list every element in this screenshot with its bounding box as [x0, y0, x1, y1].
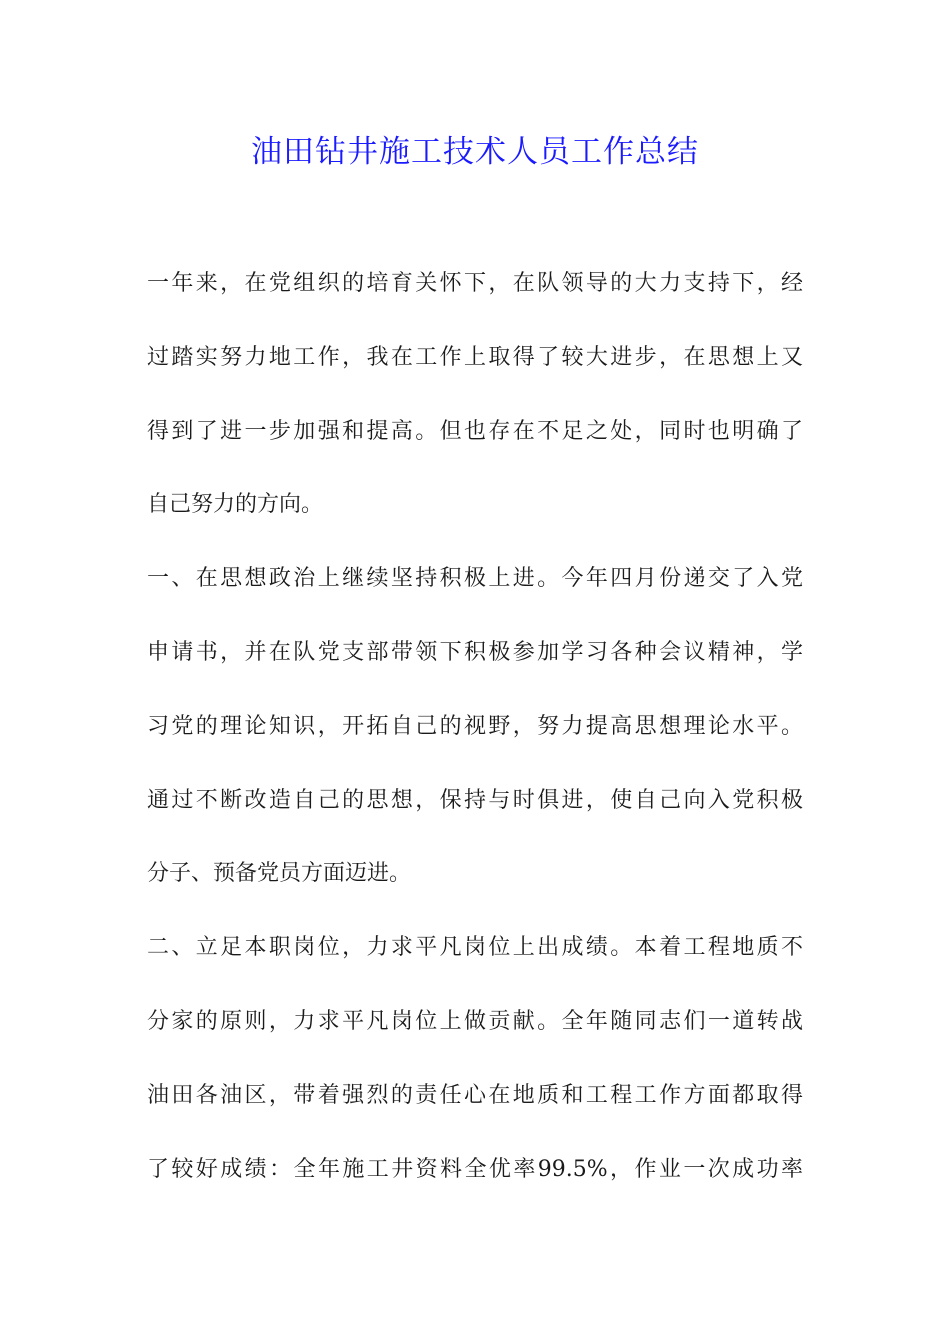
- paragraph-line: 申请书，并在队党支部带领下积极参加学习各种会议精神，学: [147, 639, 803, 665]
- paragraph-line: 了较好成绩：全年施工井资料全优率99.5%，作业一次成功率: [147, 1156, 803, 1182]
- paragraph-line: 过踏实努力地工作，我在工作上取得了较大进步，在思想上又: [147, 344, 803, 370]
- paragraph-line: 一、在思想政治上继续坚持积极上进。今年四月份递交了入党: [147, 566, 803, 592]
- document-title: 油田钻井施工技术人员工作总结: [251, 134, 699, 170]
- paragraph-line: 二、立足本职岗位，力求平凡岗位上出成绩。本着工程地质不: [147, 935, 803, 961]
- paragraph-line: 分家的原则，力求平凡岗位上做贡献。全年随同志们一道转战: [147, 1008, 803, 1034]
- document-body: [147, 260, 803, 1219]
- paragraph-line: 分子、预备党员方面迈进。: [147, 861, 412, 887]
- paragraph-line: 自己努力的方向。: [147, 492, 324, 518]
- paragraph-line: 一年来，在党组织的培育关怀下，在队领导的大力支持下，经: [147, 271, 803, 296]
- paragraph-line: 习党的理论知识，开拓自己的视野，努力提高思想理论水平。: [147, 713, 803, 739]
- paragraph-line: 得到了进一步加强和提高。但也存在不足之处，同时也明确了: [147, 418, 803, 444]
- paragraph-line: 油田各油区，带着强烈的责任心在地质和工程工作方面都取得: [147, 1082, 803, 1108]
- paragraph-line: 通过不断改造自己的思想，保持与时俱进，使自己向入党积极: [147, 787, 803, 813]
